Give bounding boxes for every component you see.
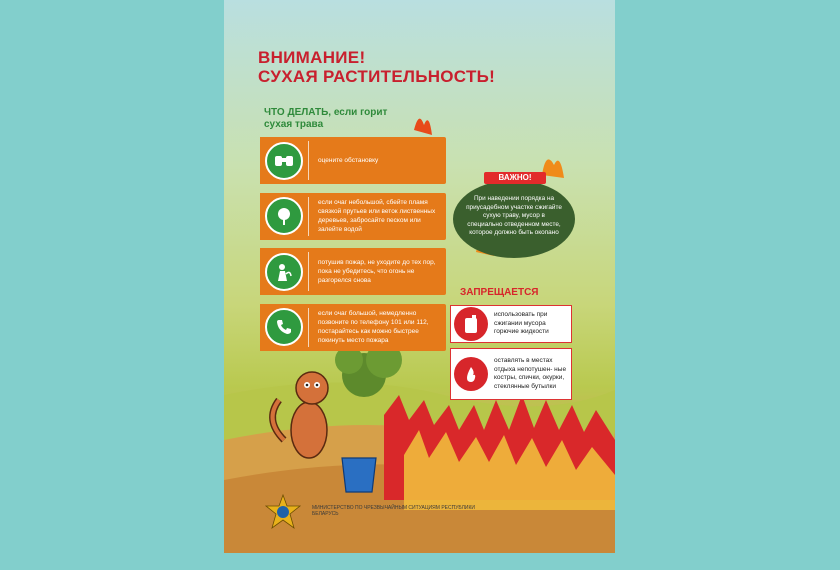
title-line-2: СУХАЯ РАСТИТЕЛЬНОСТЬ! <box>258 67 496 86</box>
action-text: оцените обстановку <box>318 157 379 164</box>
action-item <box>260 137 446 184</box>
important-note: При наведении порядка на приусадебном участке сжигайте сухую траву, мусор в специально отведенном месте, которое должно быть окопано <box>453 180 575 258</box>
binoculars-icon <box>265 142 303 180</box>
canister-icon <box>454 307 488 341</box>
title-line-1: ВНИМАНИЕ! <box>258 48 366 67</box>
match-fire-icon <box>454 357 488 391</box>
phone-icon <box>265 308 303 346</box>
action-text: потушив пожар, не уходите до тех пор, пока не убедитесь, что огонь не разгорелся снова <box>318 259 436 284</box>
action-item <box>260 193 446 240</box>
firefighter-icon <box>265 253 303 291</box>
forbidden-heading: ЗАПРЕЩАЕТСЯ <box>460 287 539 298</box>
ministry-emblem-icon <box>264 494 302 530</box>
action-item <box>260 248 446 295</box>
forbidden-text: оставлять в местах отдыха непотушен- ные костры, спички, окурки, стеклянные бутылки <box>494 357 567 390</box>
what-to-do-heading: ЧТО ДЕЛАТЬ, если горит сухая трава <box>264 107 388 130</box>
action-text: если очаг небольшой, сбейте пламя связкой прутьев или веток лиственных деревьев, забросайте песком или залейте водой <box>318 199 436 233</box>
bucket-illustration <box>342 458 376 492</box>
poster <box>224 0 615 553</box>
forbidden-text: использовать при сжигании мусора горючие жидкости <box>494 311 549 336</box>
action-item <box>260 304 446 351</box>
forbidden-item <box>450 305 572 343</box>
broom-icon <box>265 197 303 235</box>
forbidden-item <box>450 348 572 400</box>
action-list <box>260 137 446 359</box>
action-text: если очаг большой, немедленно позвоните по телефону 101 или 112, постарайтесь как можно быстрее покинуть место пожара <box>318 310 429 344</box>
important-label: ВАЖНО! <box>484 172 546 184</box>
ministry-name: МИНИСТЕРСТВО ПО ЧРЕЗВЫЧАЙНЫМ СИТУАЦИЯМ РЕСПУБЛИКИ БЕЛАРУСЬ <box>312 505 476 517</box>
